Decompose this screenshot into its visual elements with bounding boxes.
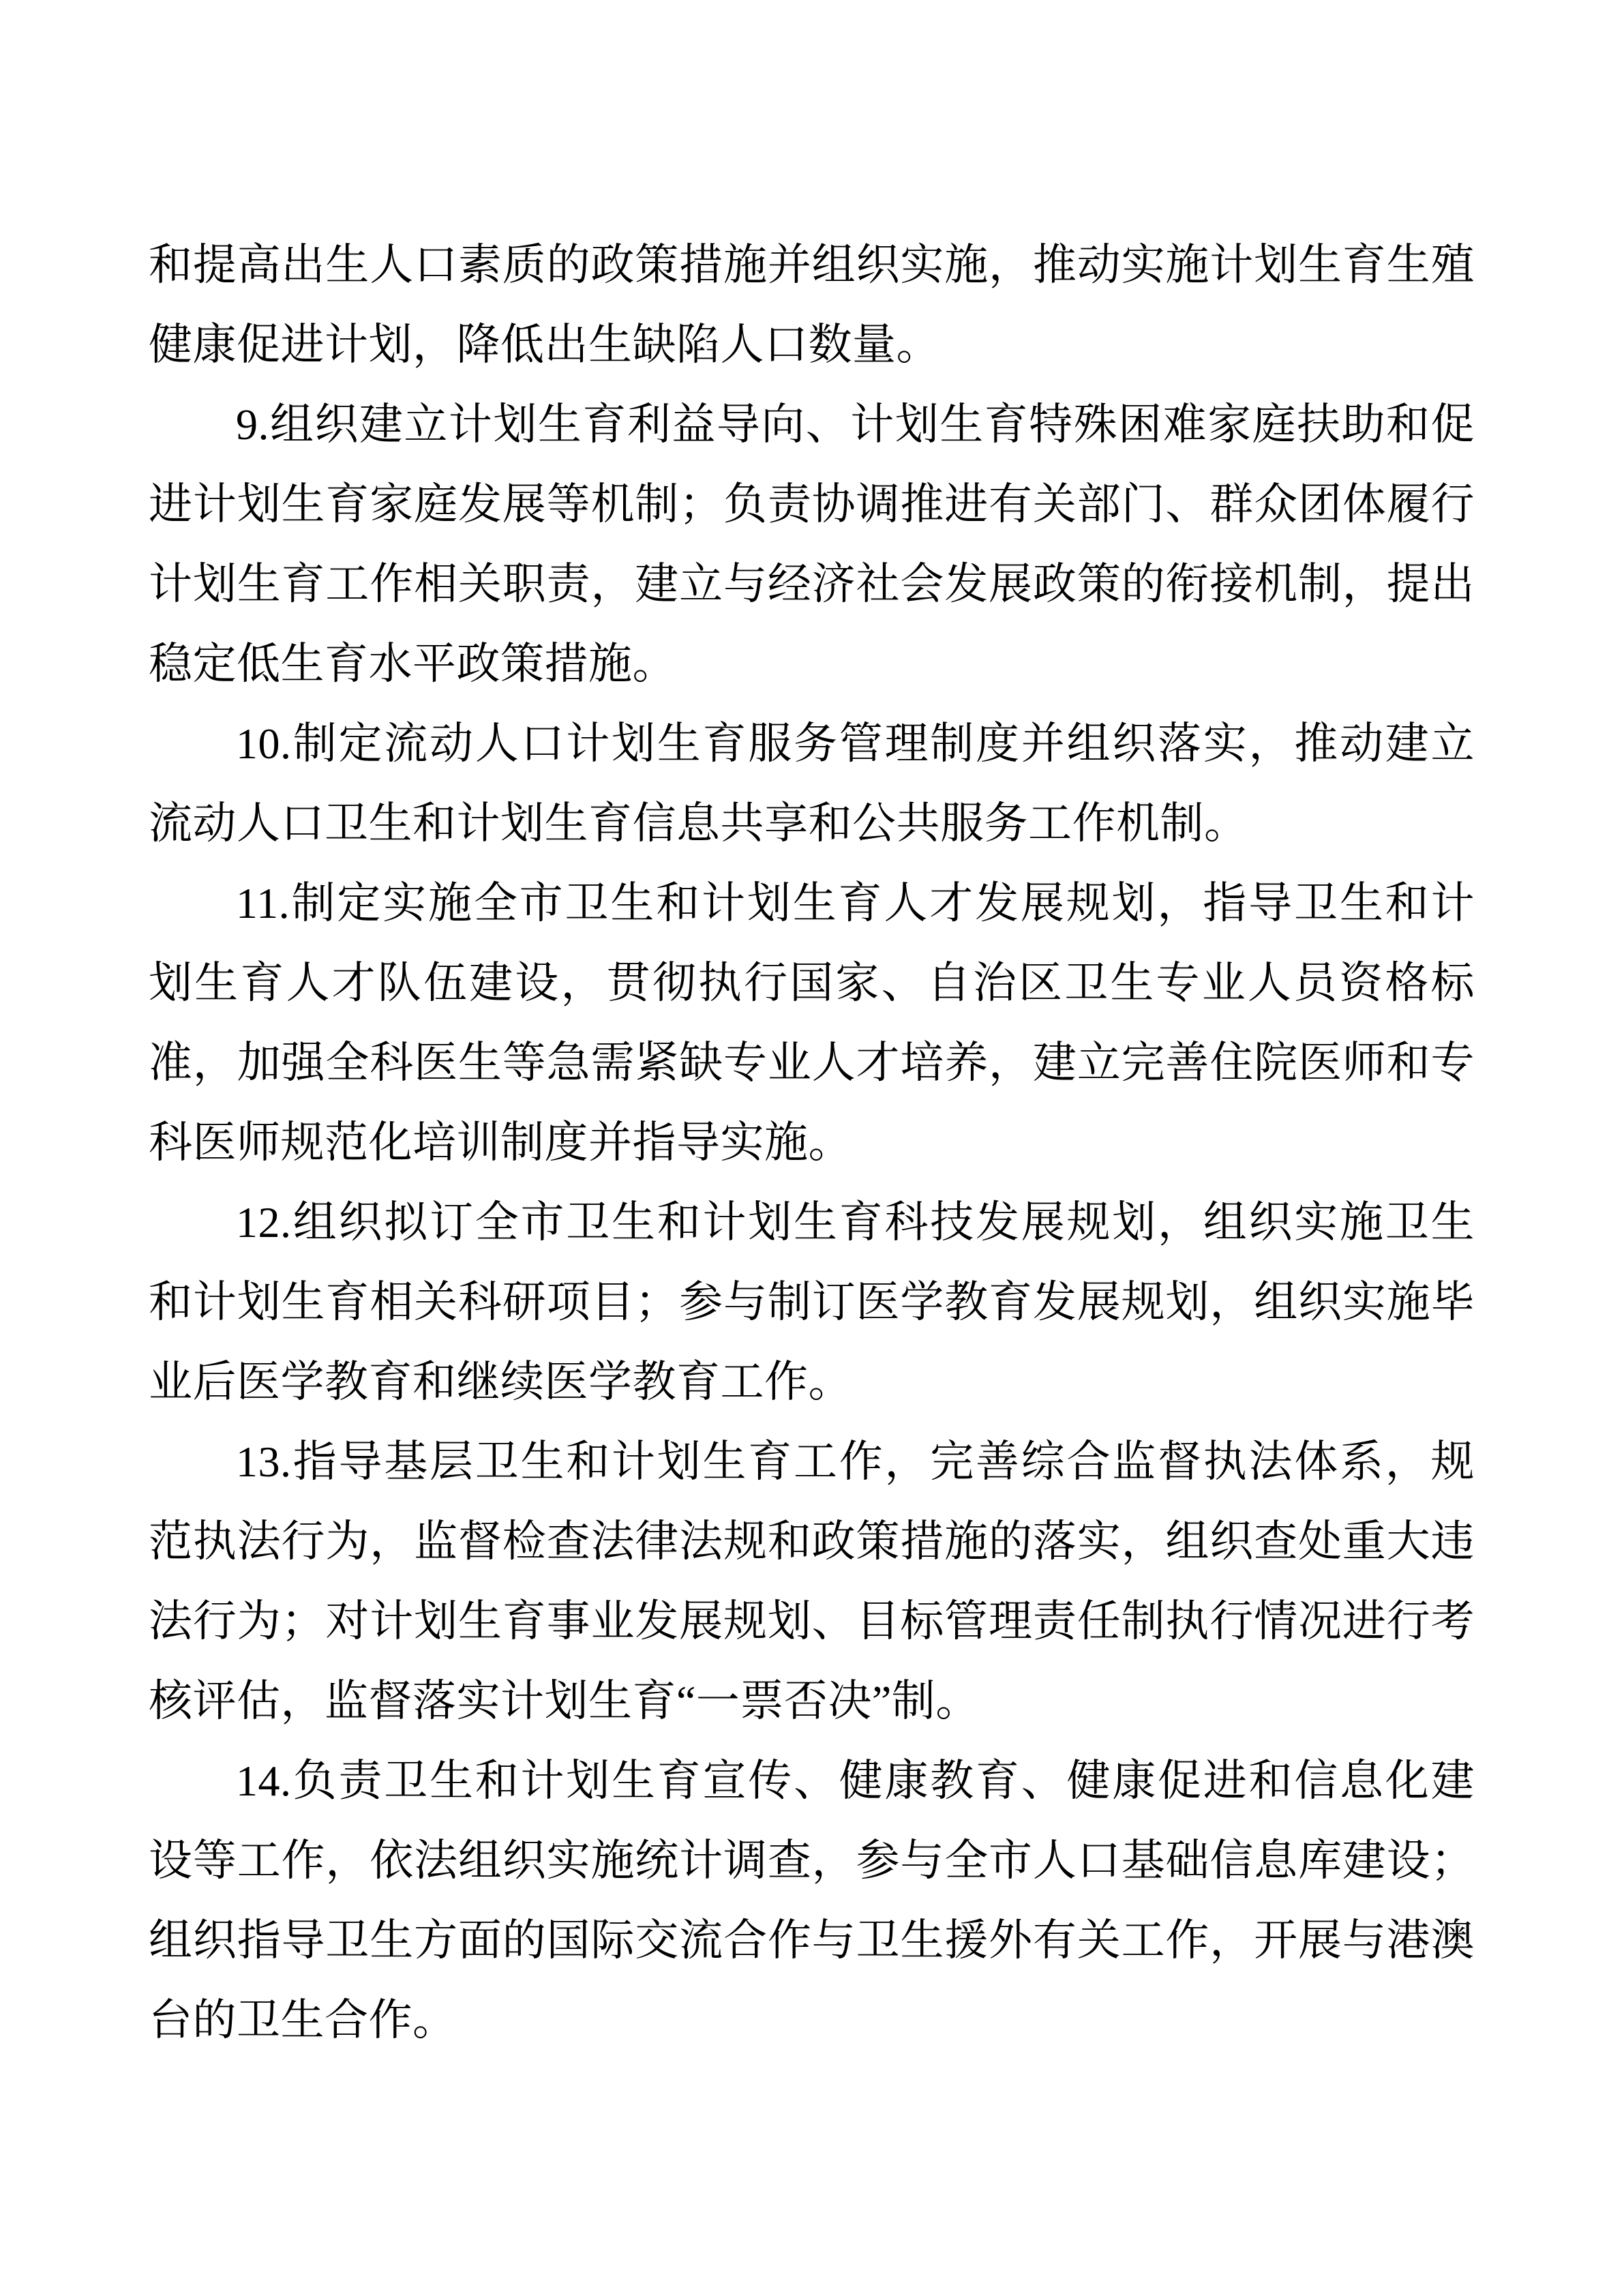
paragraph-item-12: 12.组织拟订全市卫生和计划生育科技发展规划，组织实施卫生和计划生育相关科研项目；参与制订医学教育发展规划，组织实施毕业后医学教育和继续医学教育工作。 [149, 1198, 1475, 1406]
paragraph-item-14: 14.负责卫生和计划生育宣传、健康教育、健康促进和信息化建设等工作，依法组织实施统计调查，参与全市人口基础信息库建设；组织指导卫生方面的国际交流合作与卫生援外有关工作，开展与港澳台的卫生合作。 [149, 1757, 1475, 2044]
paragraph-continuation: 和提高出生人口素质的政策措施并组织实施，推动实施计划生育生殖健康促进计划，降低出生缺陷人口数量。 [149, 241, 1475, 369]
paragraph-item-10: 10.制定流动人口计划生育服务管理制度并组织落实，推动建立流动人口卫生和计划生育信息共享和公共服务工作机制。 [149, 719, 1475, 848]
paragraph-item-13: 13.指导基层卫生和计划生育工作，完善综合监督执法体系，规范执法行为，监督检查法律法规和政策措施的落实，组织查处重大违法行为；对计划生育事业发展规划、目标管理责任制执行情况进行考核评估，监督落实计划生育“一票否决”制。 [149, 1437, 1475, 1725]
document-text-block [149, 225, 1475, 2060]
paragraph-item-9: 9.组织建立计划生育利益导向、计划生育特殊困难家庭扶助和促进计划生育家庭发展等机制；负责协调推进有关部门、群众团体履行计划生育工作相关职责，建立与经济社会发展政策的衔接机制，提出稳定低生育水平政策措施。 [149, 400, 1475, 688]
paragraph-item-11: 11.制定实施全市卫生和计划生育人才发展规划，指导卫生和计划生育人才队伍建设，贯彻执行国家、自治区卫生专业人员资格标准，加强全科医生等急需紧缺专业人才培养，建立完善住院医师和专科医师规范化培训制度并指导实施。 [149, 879, 1475, 1167]
